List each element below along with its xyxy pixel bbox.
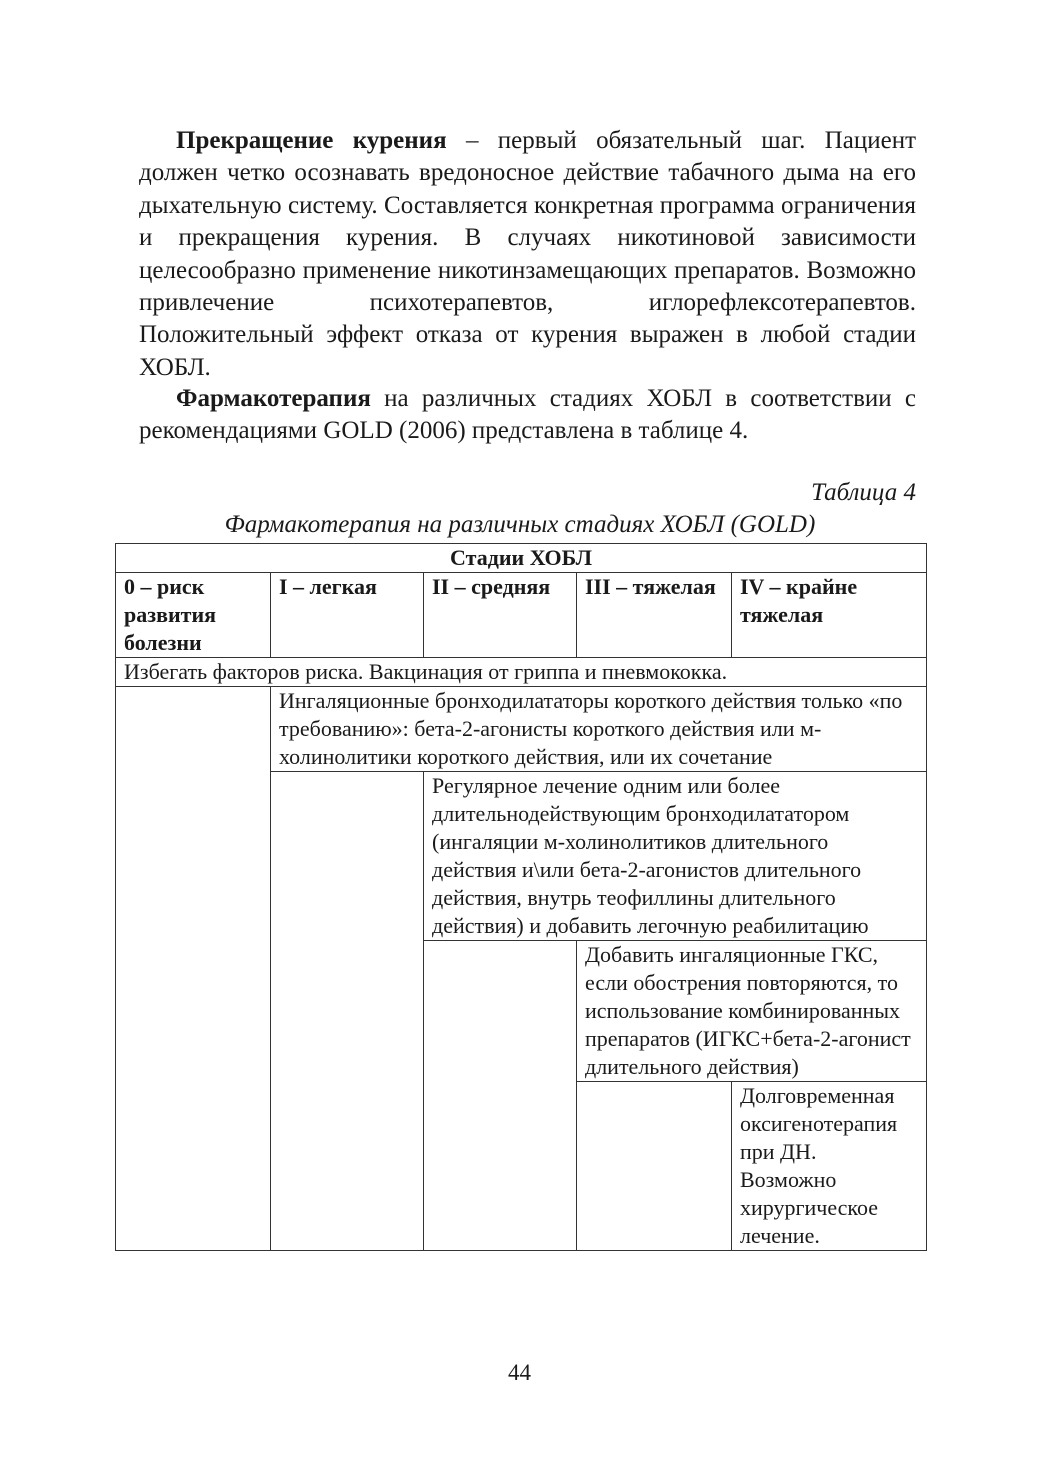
stage-0-header: 0 – риск развития болезни xyxy=(116,573,271,658)
term-pharmacotherapy: Фармакотерапия xyxy=(176,385,371,412)
paragraph-smoking-cessation xyxy=(139,125,916,384)
empty-cell xyxy=(116,687,271,1251)
page-number: 44 xyxy=(508,1360,531,1385)
therapy-all-stages: Избегать факторов риска. Вакцинация от гриппа и пневмококка. xyxy=(116,658,927,687)
therapy-from-stage-3: Добавить ингаляционные ГКС, если обострения повторяются, то использование комбинированных препаратов (ИГКС+бета-2-агонист длительного действия) xyxy=(577,941,927,1082)
paragraph-text: – первый обязательный шаг. Пациент должен четко осознавать вредоносное действие табачного дыма на его дыхательную систему. Составляется конкретная программа ограничения и прекращения курения. В случаях никотиновой зависимости целесообразно применение никотинзамещающих препаратов. Возможно привлечение психотерапевтов, иглорефлексотерапевтов. Положительный эффект отказа от курения выражен в любой стадии ХОБЛ. xyxy=(139,127,916,381)
table-row xyxy=(116,687,927,772)
empty-cell xyxy=(424,941,577,1251)
stage-1-header: I – легкая xyxy=(271,573,424,658)
copd-stages-table xyxy=(115,543,927,1251)
stages-header: Стадии ХОБЛ xyxy=(116,544,927,573)
table-row xyxy=(116,658,927,687)
stage-3-header: III – тяжелая xyxy=(577,573,732,658)
stage-4-header: IV – крайне тяжелая xyxy=(732,573,927,658)
table-title: Фармакотерапия на различных стадиях ХОБЛ (GOLD) xyxy=(224,511,816,538)
table-header-row xyxy=(116,544,927,573)
empty-cell xyxy=(577,1082,732,1251)
stage-names-row xyxy=(116,573,927,658)
paragraph-text: на различных стадиях ХОБЛ в соответствии с рекомендациями GOLD (2006) представлена в таблице 4. xyxy=(139,385,916,445)
therapy-from-stage-1: Ингаляционные бронходилататоры короткого действия только «по требованию»: бета-2-агонисты короткого действия или м-холинолитики короткого действия, или их сочетание xyxy=(271,687,927,772)
paragraph-pharmacotherapy xyxy=(139,383,916,448)
therapy-from-stage-2: Регулярное лечение одним или более длительнодействующим бронходилататором (ингаляции м-холинолитиков длительного действия и\или бета-2-агонистов длительного действия, внутрь теофиллины длительного действия) и добавить легочную реабилитацию xyxy=(424,772,927,941)
therapy-stage-4: Долговременная оксигенотерапия при ДН. Возможно хирургическое лечение. xyxy=(732,1082,927,1251)
empty-cell xyxy=(271,772,424,1251)
stage-2-header: II – средняя xyxy=(424,573,577,658)
table-number: Таблица 4 xyxy=(811,479,916,506)
term-smoking-cessation: Прекращение курения xyxy=(176,127,447,154)
